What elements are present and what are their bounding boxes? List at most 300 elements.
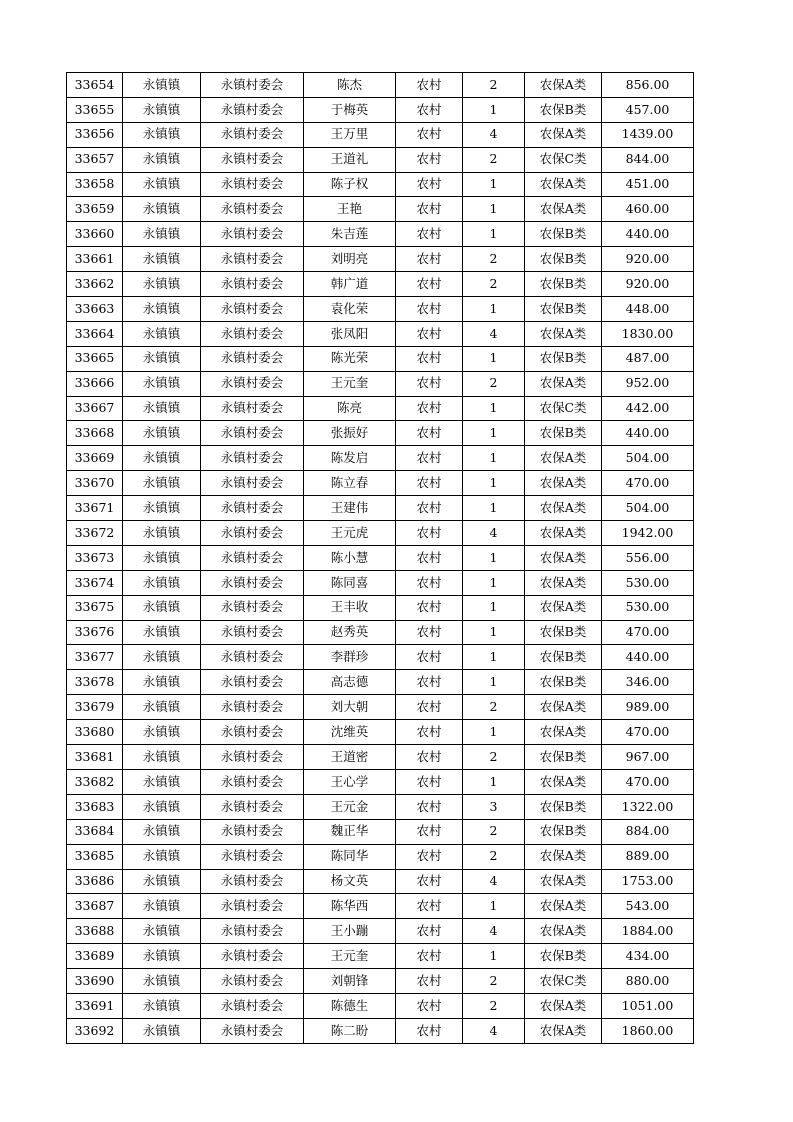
table-row [67,147,694,172]
cell-town: 永镇镇 [123,844,201,869]
table-row [67,97,694,122]
cell-town: 永镇镇 [123,297,201,322]
cell-id: 33654 [67,73,123,98]
cell-amount: 1051.00 [602,993,694,1018]
cell-town: 永镇镇 [123,595,201,620]
cell-household-count: 4 [463,521,525,546]
cell-amount: 470.00 [602,471,694,496]
cell-insurance-class: 农保A类 [525,570,602,595]
cell-name: 王元金 [304,794,396,819]
cell-id: 33692 [67,1018,123,1043]
cell-area-type: 农村 [396,670,463,695]
cell-id: 33670 [67,471,123,496]
cell-insurance-class: 农保A类 [525,321,602,346]
cell-area-type: 农村 [396,247,463,272]
cell-id: 33683 [67,794,123,819]
cell-name: 刘明亮 [304,247,396,272]
cell-town: 永镇镇 [123,122,201,147]
table-row [67,595,694,620]
cell-id: 33691 [67,993,123,1018]
cell-village-committee: 永镇村委会 [201,919,304,944]
cell-amount: 460.00 [602,197,694,222]
table-row [67,894,694,919]
cell-town: 永镇镇 [123,521,201,546]
cell-insurance-class: 农保A类 [525,869,602,894]
cell-name: 陈杰 [304,73,396,98]
cell-amount: 448.00 [602,297,694,322]
cell-name: 朱吉莲 [304,222,396,247]
cell-household-count: 2 [463,969,525,994]
cell-village-committee: 永镇村委会 [201,471,304,496]
cell-id: 33663 [67,297,123,322]
cell-area-type: 农村 [396,471,463,496]
cell-town: 永镇镇 [123,1018,201,1043]
cell-insurance-class: 农保A类 [525,471,602,496]
cell-household-count: 1 [463,496,525,521]
cell-village-committee: 永镇村委会 [201,396,304,421]
cell-household-count: 1 [463,595,525,620]
cell-household-count: 1 [463,346,525,371]
cell-amount: 504.00 [602,446,694,471]
cell-household-count: 2 [463,371,525,396]
table-row [67,645,694,670]
cell-village-committee: 永镇村委会 [201,993,304,1018]
table-row [67,570,694,595]
cell-household-count: 1 [463,446,525,471]
cell-village-committee: 永镇村委会 [201,496,304,521]
cell-village-committee: 永镇村委会 [201,869,304,894]
cell-village-committee: 永镇村委会 [201,321,304,346]
cell-insurance-class: 农保A类 [525,720,602,745]
cell-village-committee: 永镇村委会 [201,620,304,645]
cell-id: 33678 [67,670,123,695]
cell-village-committee: 永镇村委会 [201,421,304,446]
cell-village-committee: 永镇村委会 [201,720,304,745]
table-row [67,496,694,521]
table-row [67,446,694,471]
table-row [67,346,694,371]
cell-id: 33690 [67,969,123,994]
cell-village-committee: 永镇村委会 [201,1018,304,1043]
cell-household-count: 2 [463,844,525,869]
table-row [67,321,694,346]
cell-village-committee: 永镇村委会 [201,595,304,620]
cell-household-count: 1 [463,645,525,670]
cell-id: 33659 [67,197,123,222]
cell-village-committee: 永镇村委会 [201,346,304,371]
cell-town: 永镇镇 [123,769,201,794]
table-row [67,247,694,272]
cell-household-count: 2 [463,745,525,770]
cell-town: 永镇镇 [123,446,201,471]
cell-area-type: 农村 [396,769,463,794]
cell-name: 王元奎 [304,371,396,396]
table-row [67,73,694,98]
cell-name: 张振好 [304,421,396,446]
cell-name: 王小蹦 [304,919,396,944]
cell-name: 陈小慧 [304,545,396,570]
cell-area-type: 农村 [396,993,463,1018]
cell-area-type: 农村 [396,745,463,770]
cell-id: 33685 [67,844,123,869]
cell-town: 永镇镇 [123,371,201,396]
cell-area-type: 农村 [396,944,463,969]
cell-village-committee: 永镇村委会 [201,147,304,172]
cell-village-committee: 永镇村委会 [201,247,304,272]
cell-amount: 530.00 [602,595,694,620]
cell-household-count: 2 [463,73,525,98]
table-row [67,421,694,446]
table-row [67,471,694,496]
cell-insurance-class: 农保B类 [525,745,602,770]
cell-name: 陈二盼 [304,1018,396,1043]
cell-name: 王建伟 [304,496,396,521]
cell-town: 永镇镇 [123,247,201,272]
table-row [67,197,694,222]
cell-village-committee: 永镇村委会 [201,297,304,322]
cell-amount: 440.00 [602,421,694,446]
table-row [67,695,694,720]
cell-insurance-class: 农保B类 [525,670,602,695]
cell-area-type: 农村 [396,122,463,147]
table-row [67,545,694,570]
cell-id: 33684 [67,819,123,844]
cell-id: 33673 [67,545,123,570]
cell-town: 永镇镇 [123,894,201,919]
cell-insurance-class: 农保B类 [525,346,602,371]
table-row [67,1018,694,1043]
cell-name: 陈同华 [304,844,396,869]
cell-id: 33656 [67,122,123,147]
table-row [67,172,694,197]
table-row [67,869,694,894]
cell-area-type: 农村 [396,147,463,172]
cell-amount: 1884.00 [602,919,694,944]
cell-insurance-class: 农保B类 [525,421,602,446]
cell-insurance-class: 农保A类 [525,844,602,869]
cell-area-type: 农村 [396,272,463,297]
cell-name: 高志德 [304,670,396,695]
cell-insurance-class: 农保A类 [525,695,602,720]
cell-id: 33680 [67,720,123,745]
cell-town: 永镇镇 [123,545,201,570]
cell-id: 33688 [67,919,123,944]
cell-insurance-class: 农保C类 [525,396,602,421]
cell-village-committee: 永镇村委会 [201,794,304,819]
cell-town: 永镇镇 [123,794,201,819]
cell-insurance-class: 农保B类 [525,97,602,122]
cell-name: 赵秀英 [304,620,396,645]
table-row [67,670,694,695]
cell-name: 王道密 [304,745,396,770]
cell-amount: 1860.00 [602,1018,694,1043]
table-body [67,73,694,1044]
cell-area-type: 农村 [396,695,463,720]
cell-area-type: 农村 [396,645,463,670]
cell-amount: 470.00 [602,620,694,645]
cell-insurance-class: 农保B类 [525,272,602,297]
table-row [67,371,694,396]
cell-amount: 434.00 [602,944,694,969]
cell-household-count: 1 [463,297,525,322]
table-row [67,521,694,546]
cell-household-count: 2 [463,819,525,844]
cell-village-committee: 永镇村委会 [201,670,304,695]
cell-amount: 1942.00 [602,521,694,546]
cell-amount: 856.00 [602,73,694,98]
table-row [67,222,694,247]
cell-insurance-class: 农保B类 [525,819,602,844]
cell-id: 33666 [67,371,123,396]
cell-household-count: 4 [463,1018,525,1043]
cell-id: 33681 [67,745,123,770]
cell-area-type: 农村 [396,794,463,819]
cell-village-committee: 永镇村委会 [201,222,304,247]
cell-id: 33667 [67,396,123,421]
cell-village-committee: 永镇村委会 [201,844,304,869]
cell-name: 陈立春 [304,471,396,496]
cell-area-type: 农村 [396,346,463,371]
cell-household-count: 1 [463,670,525,695]
cell-household-count: 4 [463,869,525,894]
cell-town: 永镇镇 [123,197,201,222]
table-row [67,944,694,969]
cell-insurance-class: 农保A类 [525,496,602,521]
cell-amount: 487.00 [602,346,694,371]
cell-area-type: 农村 [396,919,463,944]
cell-area-type: 农村 [396,321,463,346]
cell-town: 永镇镇 [123,819,201,844]
cell-village-committee: 永镇村委会 [201,570,304,595]
cell-name: 陈德生 [304,993,396,1018]
cell-insurance-class: 农保A类 [525,769,602,794]
table-row [67,993,694,1018]
cell-name: 王丰收 [304,595,396,620]
cell-id: 33661 [67,247,123,272]
cell-town: 永镇镇 [123,272,201,297]
cell-village-committee: 永镇村委会 [201,172,304,197]
cell-amount: 470.00 [602,720,694,745]
table-row [67,122,694,147]
cell-name: 陈华西 [304,894,396,919]
cell-amount: 1830.00 [602,321,694,346]
cell-household-count: 1 [463,396,525,421]
cell-name: 陈光荣 [304,346,396,371]
cell-town: 永镇镇 [123,745,201,770]
cell-town: 永镇镇 [123,73,201,98]
cell-insurance-class: 农保C类 [525,147,602,172]
cell-area-type: 农村 [396,396,463,421]
cell-area-type: 农村 [396,496,463,521]
cell-village-committee: 永镇村委会 [201,769,304,794]
cell-area-type: 农村 [396,844,463,869]
cell-id: 33687 [67,894,123,919]
cell-village-committee: 永镇村委会 [201,969,304,994]
cell-id: 33682 [67,769,123,794]
cell-area-type: 农村 [396,570,463,595]
cell-village-committee: 永镇村委会 [201,371,304,396]
table-row [67,745,694,770]
cell-area-type: 农村 [396,595,463,620]
cell-amount: 470.00 [602,769,694,794]
cell-amount: 530.00 [602,570,694,595]
cell-town: 永镇镇 [123,645,201,670]
cell-name: 张凤阳 [304,321,396,346]
cell-household-count: 4 [463,321,525,346]
cell-name: 魏正华 [304,819,396,844]
cell-id: 33671 [67,496,123,521]
cell-area-type: 农村 [396,297,463,322]
cell-area-type: 农村 [396,172,463,197]
cell-household-count: 1 [463,421,525,446]
cell-id: 33655 [67,97,123,122]
cell-amount: 920.00 [602,247,694,272]
cell-area-type: 农村 [396,371,463,396]
cell-household-count: 1 [463,894,525,919]
cell-area-type: 农村 [396,197,463,222]
cell-insurance-class: 农保A类 [525,919,602,944]
cell-area-type: 农村 [396,894,463,919]
cell-village-committee: 永镇村委会 [201,819,304,844]
cell-town: 永镇镇 [123,346,201,371]
cell-amount: 440.00 [602,222,694,247]
cell-household-count: 1 [463,471,525,496]
cell-town: 永镇镇 [123,944,201,969]
cell-village-committee: 永镇村委会 [201,272,304,297]
cell-amount: 967.00 [602,745,694,770]
cell-village-committee: 永镇村委会 [201,97,304,122]
cell-id: 33669 [67,446,123,471]
cell-household-count: 1 [463,545,525,570]
cell-id: 33664 [67,321,123,346]
cell-town: 永镇镇 [123,172,201,197]
cell-name: 王万里 [304,122,396,147]
cell-household-count: 2 [463,272,525,297]
cell-household-count: 2 [463,993,525,1018]
cell-insurance-class: 农保A类 [525,521,602,546]
cell-amount: 889.00 [602,844,694,869]
cell-id: 33677 [67,645,123,670]
cell-amount: 1753.00 [602,869,694,894]
cell-area-type: 农村 [396,73,463,98]
cell-name: 杨文英 [304,869,396,894]
cell-area-type: 农村 [396,545,463,570]
cell-name: 陈子权 [304,172,396,197]
cell-village-committee: 永镇村委会 [201,122,304,147]
cell-amount: 1322.00 [602,794,694,819]
cell-id: 33689 [67,944,123,969]
cell-name: 袁化荣 [304,297,396,322]
cell-village-committee: 永镇村委会 [201,197,304,222]
cell-household-count: 1 [463,720,525,745]
cell-id: 33675 [67,595,123,620]
cell-name: 刘朝锋 [304,969,396,994]
cell-id: 33674 [67,570,123,595]
table-row [67,272,694,297]
cell-name: 沈维英 [304,720,396,745]
cell-amount: 1439.00 [602,122,694,147]
cell-town: 永镇镇 [123,969,201,994]
cell-insurance-class: 农保A类 [525,1018,602,1043]
cell-village-committee: 永镇村委会 [201,894,304,919]
cell-insurance-class: 农保A类 [525,446,602,471]
cell-town: 永镇镇 [123,993,201,1018]
cell-household-count: 1 [463,97,525,122]
cell-id: 33672 [67,521,123,546]
cell-name: 陈亮 [304,396,396,421]
cell-area-type: 农村 [396,620,463,645]
cell-town: 永镇镇 [123,570,201,595]
cell-area-type: 农村 [396,446,463,471]
cell-area-type: 农村 [396,521,463,546]
cell-name: 陈发启 [304,446,396,471]
cell-id: 33660 [67,222,123,247]
cell-insurance-class: 农保C类 [525,969,602,994]
cell-town: 永镇镇 [123,695,201,720]
cell-town: 永镇镇 [123,720,201,745]
cell-name: 王心学 [304,769,396,794]
cell-area-type: 农村 [396,869,463,894]
cell-household-count: 4 [463,122,525,147]
cell-insurance-class: 农保A类 [525,894,602,919]
cell-name: 于梅英 [304,97,396,122]
cell-name: 王元奎 [304,944,396,969]
cell-name: 李群珍 [304,645,396,670]
cell-name: 陈同喜 [304,570,396,595]
cell-household-count: 2 [463,695,525,720]
cell-town: 永镇镇 [123,321,201,346]
cell-town: 永镇镇 [123,919,201,944]
cell-village-committee: 永镇村委会 [201,695,304,720]
cell-village-committee: 永镇村委会 [201,73,304,98]
cell-town: 永镇镇 [123,97,201,122]
cell-area-type: 农村 [396,819,463,844]
table-row [67,819,694,844]
cell-id: 33668 [67,421,123,446]
cell-amount: 844.00 [602,147,694,172]
table-row [67,297,694,322]
cell-id: 33662 [67,272,123,297]
cell-amount: 920.00 [602,272,694,297]
cell-household-count: 2 [463,147,525,172]
cell-town: 永镇镇 [123,496,201,521]
cell-household-count: 1 [463,620,525,645]
cell-household-count: 1 [463,172,525,197]
cell-town: 永镇镇 [123,869,201,894]
cell-name: 韩广道 [304,272,396,297]
cell-insurance-class: 农保B类 [525,794,602,819]
cell-insurance-class: 农保A类 [525,122,602,147]
cell-household-count: 1 [463,769,525,794]
cell-household-count: 3 [463,794,525,819]
cell-id: 33686 [67,869,123,894]
cell-village-committee: 永镇村委会 [201,446,304,471]
table-row [67,919,694,944]
cell-town: 永镇镇 [123,471,201,496]
cell-area-type: 农村 [396,222,463,247]
cell-insurance-class: 农保B类 [525,944,602,969]
cell-town: 永镇镇 [123,396,201,421]
table-row [67,844,694,869]
cell-insurance-class: 农保B类 [525,247,602,272]
table-row [67,720,694,745]
cell-household-count: 4 [463,919,525,944]
cell-insurance-class: 农保A类 [525,993,602,1018]
cell-household-count: 1 [463,222,525,247]
cell-amount: 346.00 [602,670,694,695]
cell-name: 刘大朝 [304,695,396,720]
cell-name: 王元虎 [304,521,396,546]
